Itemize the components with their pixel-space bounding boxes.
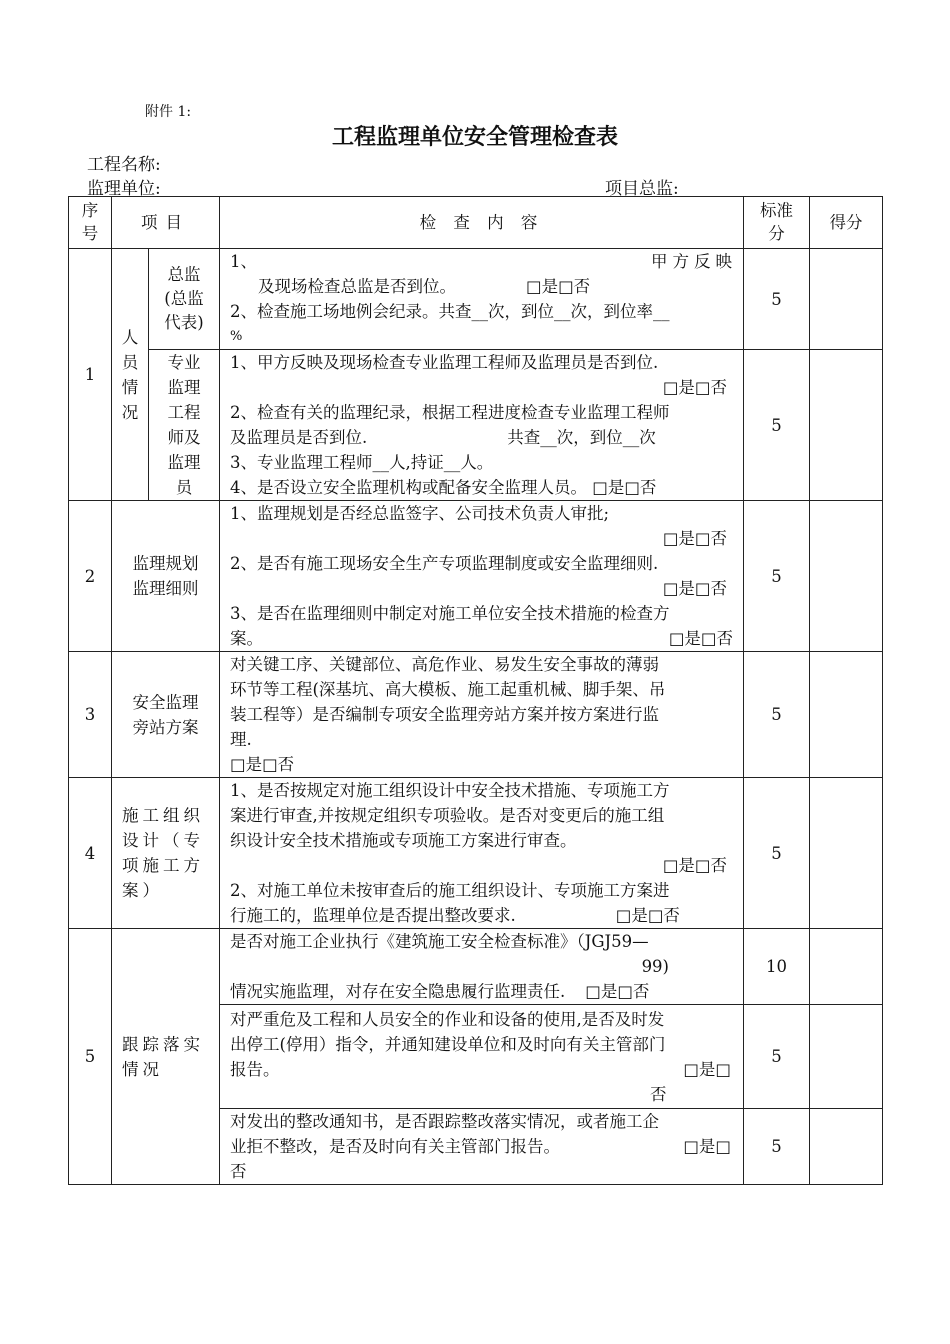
item-label: 跟踪落实情况 — [112, 929, 220, 1185]
table-row — [69, 249, 883, 350]
attachment-label: 附件 1: — [145, 104, 192, 120]
table-row — [69, 778, 883, 929]
check-content: 是否对施工企业执行《建筑施工安全检查标准》（JGJ59— 99) 情况实施监理，对存在安全隐患履行监理责任. □是□否 — [220, 929, 744, 1005]
table-row — [69, 929, 883, 1005]
item-label: 安全监理旁站方案 — [112, 652, 220, 778]
score-cell[interactable] — [810, 350, 883, 501]
item-label: 总监(总监代表) — [149, 249, 220, 350]
header-no: 序号 — [69, 197, 112, 249]
standard-score: 5 — [744, 1109, 810, 1185]
check-content: 1、 甲方反映 及现场检查总监是否到位。 □是□否 2、检查施工场地例会纪录。共查__次，到位__次，到位率__ % — [220, 249, 744, 350]
row-number: 1 — [69, 249, 112, 501]
score-cell[interactable] — [810, 929, 883, 1005]
table-row — [69, 350, 883, 501]
chief-supervisor-label: 项目总监: — [605, 179, 679, 199]
row-number: 3 — [69, 652, 112, 778]
score-cell[interactable] — [810, 652, 883, 778]
score-cell[interactable] — [810, 778, 883, 929]
standard-score: 5 — [744, 350, 810, 501]
supervision-unit-label: 监理单位: — [87, 179, 161, 199]
check-content: 对严重危及工程和人员安全的作业和设备的使用,是否及时发 出停工(停用）指令，并通知建设单位和及时向有关主管部门 报告。 □是□ 否 — [220, 1005, 744, 1109]
check-content: 1、监理规划是否经总监签字、公司技术负责人审批; □是□否 2、是否有施工现场安全生产专项监理制度或安全监理细则. □是□否 3、是否在监理细则中制定对施工单位安全技术措施的检查方 案。 □是□否 — [220, 501, 744, 652]
item-label: 专业监理工程师及监理员 — [149, 350, 220, 501]
header-standard-score: 标准分 — [744, 197, 810, 249]
score-cell[interactable] — [810, 249, 883, 350]
standard-score: 5 — [744, 778, 810, 929]
standard-score: 5 — [744, 1005, 810, 1109]
standard-score: 5 — [744, 501, 810, 652]
score-cell[interactable] — [810, 1005, 883, 1109]
check-content: 1、甲方反映及现场检查专业监理工程师及监理员是否到位. □是□否 2、检查有关的监理纪录，根据工程进度检查专业监理工程师 及监理员是否到位. 共查__次，到位__次 3、专业监理工程师__人,持证__人。 4、是否设立安全监理机构或配备安全监理人员。 □是□否 — [220, 350, 744, 501]
score-cell[interactable] — [810, 501, 883, 652]
row-number: 2 — [69, 501, 112, 652]
standard-score: 5 — [744, 249, 810, 350]
project-name-label: 工程名称: — [87, 155, 161, 175]
header-score: 得分 — [810, 197, 883, 249]
item-label: 监理规划监理细则 — [112, 501, 220, 652]
check-content: 对关键工序、关键部位、高危作业、易发生安全事故的薄弱 环节等工程(深基坑、高大模板、施工起重机械、脚手架、吊 装工程等）是否编制专项安全监理旁站方案并按方案进行监 理. □是□否 — [220, 652, 744, 778]
header-row — [69, 197, 883, 249]
header-content: 检 查 内 容 — [220, 197, 744, 249]
row-number: 5 — [69, 929, 112, 1185]
table-row — [69, 652, 883, 778]
row-number: 4 — [69, 778, 112, 929]
score-cell[interactable] — [810, 1109, 883, 1185]
form-title: 工程监理单位安全管理检查表 — [331, 124, 618, 150]
standard-score: 5 — [744, 652, 810, 778]
header-item: 项目 — [112, 197, 220, 249]
table-row — [69, 501, 883, 652]
check-content: 1、是否按规定对施工组织设计中安全技术措施、专项施工方 案进行审查,并按规定组织专项验收。是否对变更后的施工组 织设计安全技术措施或专项施工方案进行审查。 □是□否 2、对施工单位未按审查后的施工组织设计、专项施工方案进 行施工的，监理单位是否提出整改要求. □是□否 — [220, 778, 744, 929]
standard-score: 10 — [744, 929, 810, 1005]
item-label: 施工组织设计（专项施工方案） — [112, 778, 220, 929]
group-label: 人员情况 — [112, 249, 149, 501]
check-content: 对发出的整改通知书，是否跟踪整改落实情况，或者施工企 业拒不整改，是否及时向有关主管部门报告。 □是□ 否 — [220, 1109, 744, 1185]
inspection-table — [68, 196, 883, 1185]
